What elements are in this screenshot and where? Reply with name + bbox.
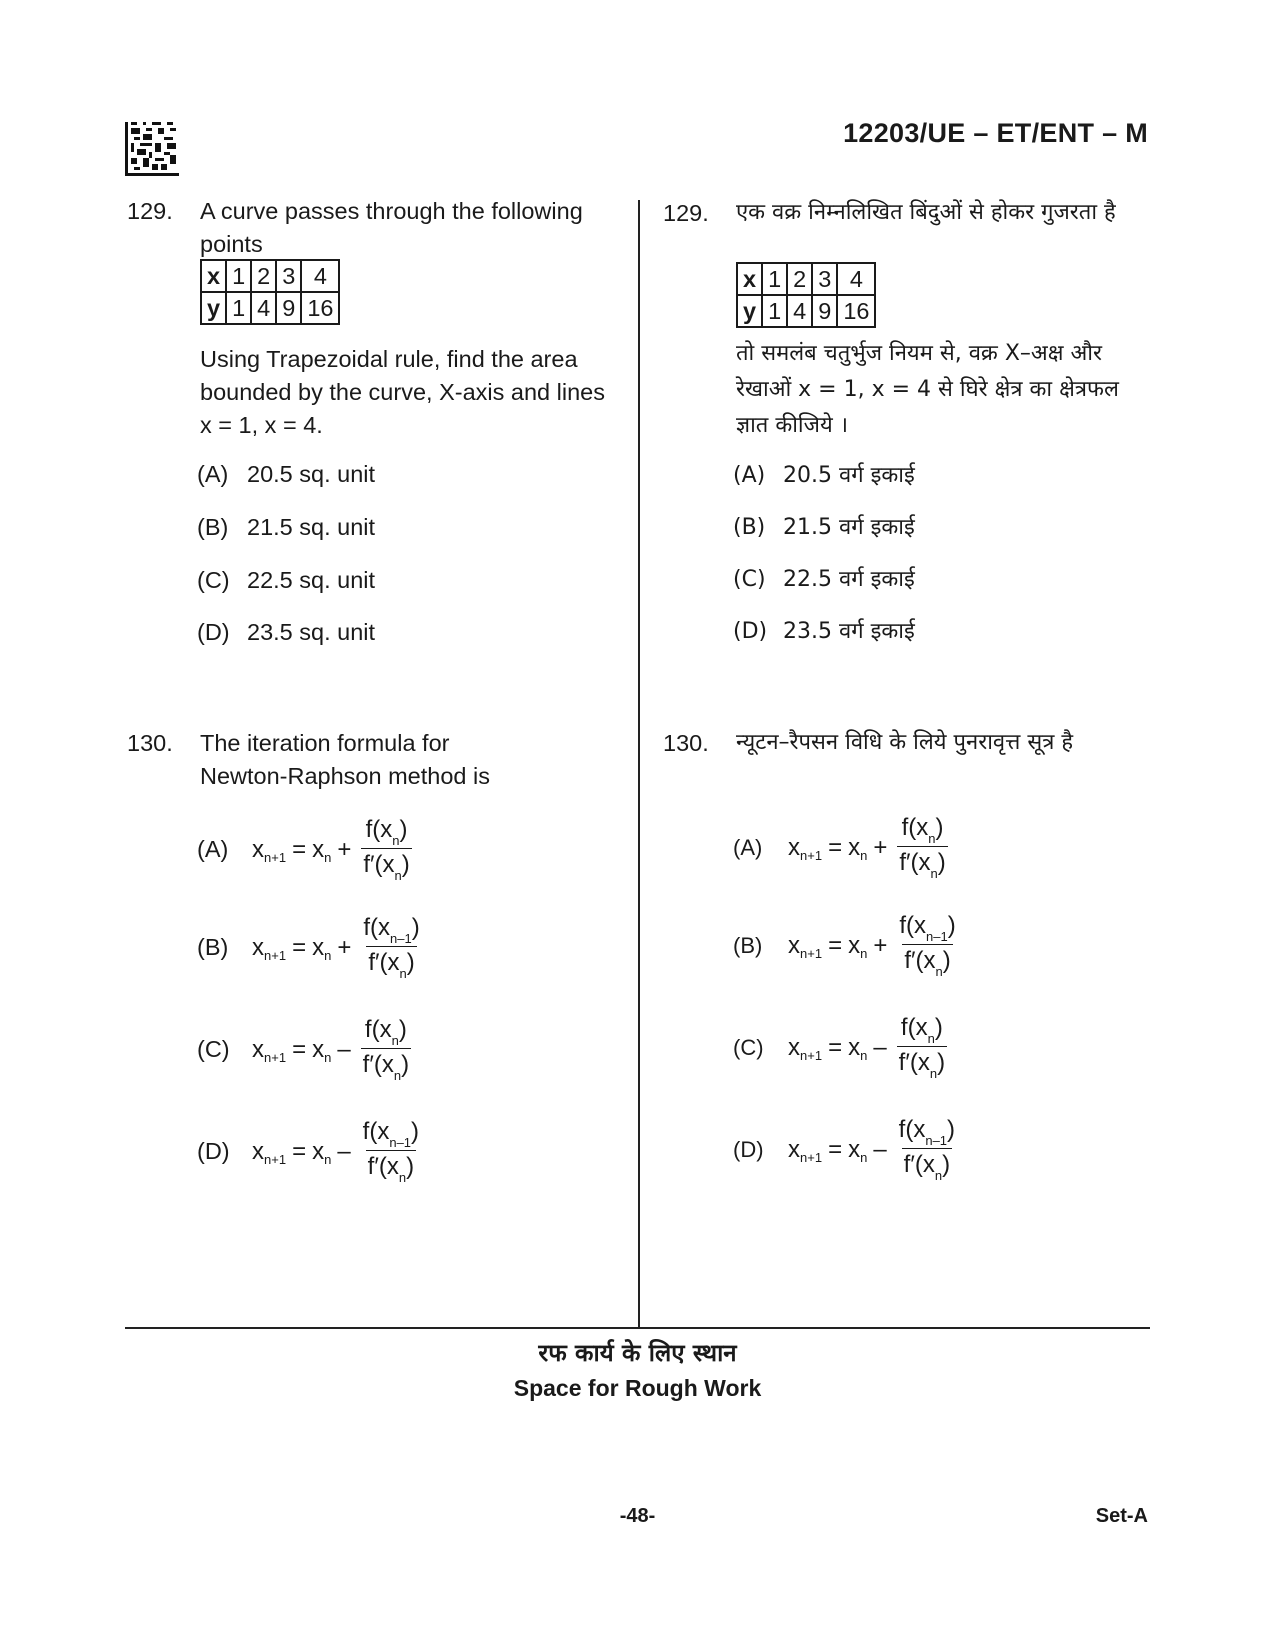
paren: ): [411, 1118, 420, 1145]
variable: x: [848, 833, 861, 861]
variable: x: [788, 1135, 800, 1163]
numerator-text: f(x: [898, 1116, 926, 1143]
subscript: n: [324, 1050, 332, 1065]
table-header-y: y: [737, 295, 762, 327]
option-text: 22.5 sq. unit: [247, 567, 376, 593]
option-d[interactable]: [197, 616, 375, 649]
subscript: n: [930, 866, 938, 881]
table-header-x: x: [201, 260, 226, 292]
points-table: [200, 259, 340, 325]
variable: x: [788, 931, 800, 959]
option-label: (A): [733, 463, 766, 488]
fraction: [361, 913, 421, 982]
subscript: n–1: [925, 1133, 948, 1148]
formula-option-c[interactable]: [197, 1015, 411, 1084]
subscript: n: [393, 1068, 402, 1083]
operator-sign: –: [337, 1036, 351, 1063]
fraction: [361, 815, 411, 884]
numerator-text: f(x: [365, 816, 393, 843]
paren: ): [937, 849, 946, 876]
fraction: [897, 813, 947, 882]
option-c[interactable]: [733, 562, 915, 598]
equals-sign: =: [292, 934, 307, 961]
denominator-text: f′(x: [363, 851, 395, 878]
denominator-text: f′(x: [903, 1151, 935, 1178]
subscript: n: [324, 850, 332, 865]
variable: x: [312, 934, 325, 961]
question-number: 130.: [663, 730, 709, 756]
fraction-denominator: [897, 846, 947, 882]
paren: ): [947, 912, 956, 939]
table-cell: 9: [812, 295, 837, 327]
option-text: 22.5 वर्ग इकाई: [783, 567, 915, 592]
formula-option-b[interactable]: [197, 913, 422, 982]
numerator-text: f(x: [363, 914, 390, 941]
option-label: (D): [197, 1138, 230, 1164]
fraction-numerator: [897, 911, 957, 944]
formula-option-c[interactable]: [733, 1013, 947, 1082]
formula-expression: [788, 1115, 957, 1184]
question-text: The iteration formula for Newton-Raphson method is: [200, 730, 490, 789]
paren: ): [406, 949, 415, 976]
option-label: (A): [197, 836, 229, 862]
option-label: (C): [733, 1034, 764, 1060]
fraction-numerator: [363, 1015, 409, 1048]
formula-expression: [252, 1117, 421, 1186]
variable: x: [252, 1036, 264, 1063]
fraction-numerator: [364, 815, 410, 848]
option-a[interactable]: [733, 458, 915, 494]
paren: ): [401, 1051, 410, 1078]
table-cell: 4: [837, 263, 875, 295]
fraction-denominator: [361, 1048, 411, 1084]
table-cell: 4: [251, 292, 276, 324]
question-number: 129.: [127, 198, 173, 224]
table-cell: 16: [837, 295, 875, 327]
question-text: A curve passes through the following points: [200, 198, 583, 257]
subscript: n+1: [800, 1047, 823, 1063]
option-b[interactable]: [197, 511, 375, 544]
subscript: n: [927, 1031, 935, 1046]
paren: ): [947, 1116, 956, 1143]
formula-option-d[interactable]: [197, 1117, 421, 1186]
option-b[interactable]: [733, 510, 915, 546]
fraction: [897, 1013, 947, 1082]
paren: ): [934, 1014, 943, 1041]
formula-expression: [252, 815, 412, 884]
option-d[interactable]: [733, 614, 915, 650]
question-number: 129.: [663, 200, 709, 226]
variable: x: [252, 1138, 264, 1165]
table-cell: 16: [301, 292, 339, 324]
variable: x: [252, 836, 264, 863]
variable: x: [848, 931, 861, 959]
option-label: (C): [197, 1036, 230, 1062]
option-text: 21.5 sq. unit: [247, 514, 376, 540]
operator-sign: +: [873, 833, 888, 861]
subscript: n: [934, 1168, 943, 1183]
fraction: [361, 1015, 411, 1084]
formula-option-a[interactable]: [197, 815, 412, 884]
subscript: n–1: [390, 931, 412, 946]
paren: ): [399, 816, 408, 843]
table-cell: 1: [762, 295, 787, 327]
fraction-numerator: [361, 1117, 421, 1150]
subscript: n–1: [926, 929, 948, 944]
table-cell: 1: [226, 260, 251, 292]
fraction-denominator: [902, 944, 952, 980]
variable: x: [848, 1033, 861, 1061]
option-label: (D): [733, 1136, 764, 1162]
numerator-text: f(x: [899, 912, 926, 939]
subscript: n+1: [264, 1050, 287, 1065]
option-label: (A): [733, 834, 763, 860]
points-table: [736, 262, 876, 328]
subscript: n: [394, 868, 402, 883]
operator-sign: +: [873, 931, 888, 959]
denominator-text: f′(x: [367, 1153, 399, 1180]
table-cell: 3: [276, 260, 301, 292]
option-label: (B): [733, 515, 766, 540]
question-text: एक वक्र निम्नलिखित बिंदुओं से होकर गुजरता है: [736, 200, 1116, 225]
operator-sign: –: [873, 1135, 887, 1163]
formula-expression: [788, 813, 948, 882]
paren: ): [398, 1016, 407, 1043]
formula-option-b[interactable]: [733, 911, 958, 980]
table-cell: 1: [226, 292, 251, 324]
question-text-continued: Using Trapezoidal rule, find the area bounded by the curve, X-axis and lines x = 1, x = 4.: [200, 346, 605, 438]
equals-sign: =: [292, 1138, 307, 1165]
paren: ): [935, 814, 944, 841]
barcode-icon: [125, 122, 179, 176]
question-text-continued: तो समलंब चतुर्भुज नियम से, वक्र X–अक्ष और रेखाओं x = 1, x = 4 से घिरे क्षेत्र का क्षेत्रफल ज्ञात कीजिये ।: [736, 341, 1119, 438]
subscript: n: [324, 948, 332, 963]
paren: ): [401, 851, 410, 878]
subscript: n: [399, 966, 407, 981]
numerator-text: f(x: [362, 1118, 390, 1145]
formula-expression: [788, 911, 958, 980]
option-text: 23.5 sq. unit: [247, 619, 376, 645]
option-text: 23.5 वर्ग इकाई: [783, 619, 915, 644]
fraction-denominator: [897, 1046, 947, 1082]
table-header-x: x: [737, 263, 762, 295]
equals-sign: =: [828, 833, 843, 861]
subscript: n+1: [264, 850, 287, 865]
option-label: (D): [197, 619, 230, 645]
option-a[interactable]: [197, 458, 375, 491]
option-label: (B): [197, 934, 229, 960]
formula-expression: [788, 1013, 947, 1082]
formula-option-d[interactable]: [733, 1115, 957, 1184]
denominator-text: f′(x: [898, 1049, 930, 1076]
subscript: n+1: [264, 1152, 287, 1167]
denominator-text: f′(x: [899, 849, 931, 876]
option-text: 20.5 sq. unit: [247, 461, 376, 487]
paren: ): [937, 1049, 946, 1076]
table-cell: 3: [812, 263, 837, 295]
operator-sign: –: [337, 1138, 351, 1165]
subscript: n+1: [800, 945, 823, 961]
denominator-text: f′(x: [368, 949, 400, 976]
formula-option-a[interactable]: [733, 813, 948, 882]
option-text: 20.5 वर्ग इकाई: [783, 463, 915, 488]
variable: x: [848, 1135, 861, 1163]
subscript: n: [860, 847, 868, 863]
table-cell: 2: [251, 260, 276, 292]
denominator-text: f′(x: [362, 1051, 394, 1078]
fraction: [897, 911, 957, 980]
option-label: (B): [733, 932, 763, 958]
subscript: n: [929, 1066, 938, 1081]
equals-sign: =: [828, 1033, 843, 1061]
exam-code: 12203/UE – ET/ENT – M: [843, 118, 1148, 148]
equals-sign: =: [828, 931, 843, 959]
option-label: (B): [197, 514, 229, 540]
fraction-numerator: [897, 1115, 957, 1148]
operator-sign: –: [873, 1033, 887, 1061]
equals-sign: =: [828, 1135, 843, 1163]
rough-work-label: Space for Rough Work: [513, 1375, 762, 1401]
table-header-y: y: [201, 292, 226, 324]
question-text: न्यूटन–रैपसन विधि के लिये पुनरावृत्त सूत्र है: [736, 730, 1074, 755]
equals-sign: =: [292, 1036, 307, 1063]
operator-sign: +: [337, 934, 352, 961]
section-divider: [125, 1327, 1150, 1329]
subscript: n: [398, 1170, 407, 1185]
subscript: n: [391, 1033, 399, 1048]
numerator-text: f(x: [364, 1016, 392, 1043]
fraction-denominator: [366, 946, 416, 982]
formula-expression: [252, 913, 422, 982]
subscript: n: [860, 1047, 868, 1063]
subscript: n: [935, 964, 943, 979]
paren: ): [406, 1153, 415, 1180]
subscript: n: [860, 945, 868, 961]
table-cell: 1: [762, 263, 787, 295]
fraction-denominator: [366, 1150, 416, 1186]
variable: x: [788, 833, 800, 861]
formula-expression: [252, 1015, 411, 1084]
column-divider: [638, 200, 640, 1328]
fraction-denominator: [902, 1148, 952, 1184]
option-text: 21.5 वर्ग इकाई: [783, 515, 915, 540]
table-cell: 4: [787, 295, 812, 327]
table-cell: 9: [276, 292, 301, 324]
table-cell: 2: [787, 263, 812, 295]
subscript: n–1: [389, 1135, 412, 1150]
variable: x: [252, 934, 264, 961]
option-label: (C): [197, 567, 230, 593]
equals-sign: =: [292, 836, 307, 863]
subscript: n: [928, 831, 936, 846]
option-label: (D): [733, 619, 768, 644]
fraction-numerator: [899, 1013, 945, 1046]
numerator-text: f(x: [901, 814, 929, 841]
paren: ): [942, 1151, 951, 1178]
fraction-numerator: [900, 813, 946, 846]
denominator-text: f′(x: [904, 947, 936, 974]
subscript: n: [392, 833, 400, 848]
set-label: Set-A: [1095, 1505, 1148, 1527]
variable: x: [312, 1036, 325, 1063]
subscript: n+1: [264, 948, 287, 963]
rough-work-label-hindi: रफ कार्य के लिए स्थान: [538, 1339, 737, 1367]
subscript: n: [860, 1149, 868, 1165]
fraction-numerator: [361, 913, 421, 946]
variable: x: [312, 836, 325, 863]
variable: x: [312, 1138, 325, 1165]
option-label: (A): [197, 461, 229, 487]
subscript: n+1: [800, 1149, 823, 1165]
page-number: -48-: [619, 1505, 656, 1527]
subscript: n: [324, 1152, 332, 1167]
fraction-denominator: [361, 848, 411, 884]
table-cell: 4: [301, 260, 339, 292]
subscript: n+1: [800, 847, 823, 863]
question-number: 130.: [127, 730, 173, 756]
variable: x: [788, 1033, 800, 1061]
operator-sign: +: [337, 836, 352, 863]
numerator-text: f(x: [900, 1014, 928, 1041]
option-label: (C): [733, 567, 766, 592]
option-c[interactable]: [197, 564, 375, 597]
fraction: [361, 1117, 421, 1186]
paren: ): [411, 914, 420, 941]
fraction: [897, 1115, 957, 1184]
paren: ): [942, 947, 951, 974]
